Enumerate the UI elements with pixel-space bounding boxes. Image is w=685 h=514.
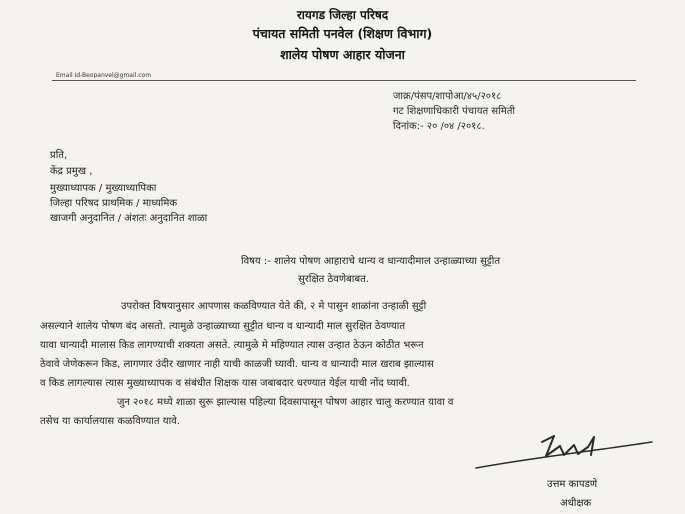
recipient-line: मुख्याध्यापक / मुख्याध्यापिका xyxy=(50,183,157,194)
recipient-line: केंद्र प्रमुख , xyxy=(50,166,93,177)
body-line: असल्याने शालेय पोषण बंद असतो. त्यामुळे उन्हाळ्याच्या सुट्टीत धान्य व धान्यादी माल सुरक्षित ठेवण्यात xyxy=(40,321,406,332)
header-panchayat-samiti: पंचायत समिती पनवेल (शिक्षण विभाग) xyxy=(252,26,433,41)
reference-office: गट शिक्षणाधिकारी पंचायत समिती xyxy=(393,106,516,117)
header-divider xyxy=(52,80,636,81)
signatory-designation: अधीक्षक xyxy=(560,498,592,509)
header-zilla-parishad: रायगड जिल्हा परिषद xyxy=(296,8,389,22)
body-line: व किड लागल्यास त्यास मुख्याध्यापक व संबंधीत शिक्षक यास जबाबदार धरण्यात येईल याची नोंद घ्यावी. xyxy=(40,378,410,389)
body-line: जुन २०१८ मध्ये शाळा सुरू झाल्यास पहिल्या दिवसापासून पोषण आहार चालु करण्यात यावा व xyxy=(117,397,454,408)
recipient-line: जिल्हा परिषद प्राथमिक / माध्यमिक xyxy=(50,198,178,209)
body-line: ठेवावे जेणेकरून किड, लागणार उंदीर खाणार नाही याची काळजी घ्यावी. धान्य व धान्यादी माल खराब झाल्यास xyxy=(40,359,434,370)
reference-number: जाक्र/पंसप/शापोआ/४५/२०१८ xyxy=(393,91,502,102)
reference-date: दिनांक:- २० /०४ /२०१८. xyxy=(393,121,485,132)
header-scheme-title: शालेय पोषण आहार योजना xyxy=(280,47,405,62)
subject-line: सुरक्षित ठेवणेबाबत. xyxy=(298,274,369,285)
header-email: Email id-Beopanvel@gmail.com xyxy=(56,72,152,79)
body-line: तसेच या कार्यालयास कळविण्यात यावे. xyxy=(40,416,180,427)
recipient-line: खाजगी अनुदानित / अंशतः अनुदानित शाळा xyxy=(50,213,208,224)
body-line: यावा धान्यादी मालास किड लागण्याची शक्यता असते. त्यामुळे मे महिण्यात त्यास उन्हात ठेऊन कोठीत भरून xyxy=(40,340,424,351)
subject-line: विषय :- शालेय पोषण आहाराचे धान्य व धान्यादीमाल उन्हाळ्याच्या सुट्टीत xyxy=(241,256,501,267)
signature-mark xyxy=(470,428,655,478)
body-line: उपरोक्त विषयानुसार आपणास कळविण्यात येते की, २ मे पासुन शाळांना उन्हाळी सुट्टी xyxy=(121,301,427,312)
recipient-prati: प्रति, xyxy=(50,150,68,161)
signatory-name: उत्तम कापडणे xyxy=(547,479,598,490)
